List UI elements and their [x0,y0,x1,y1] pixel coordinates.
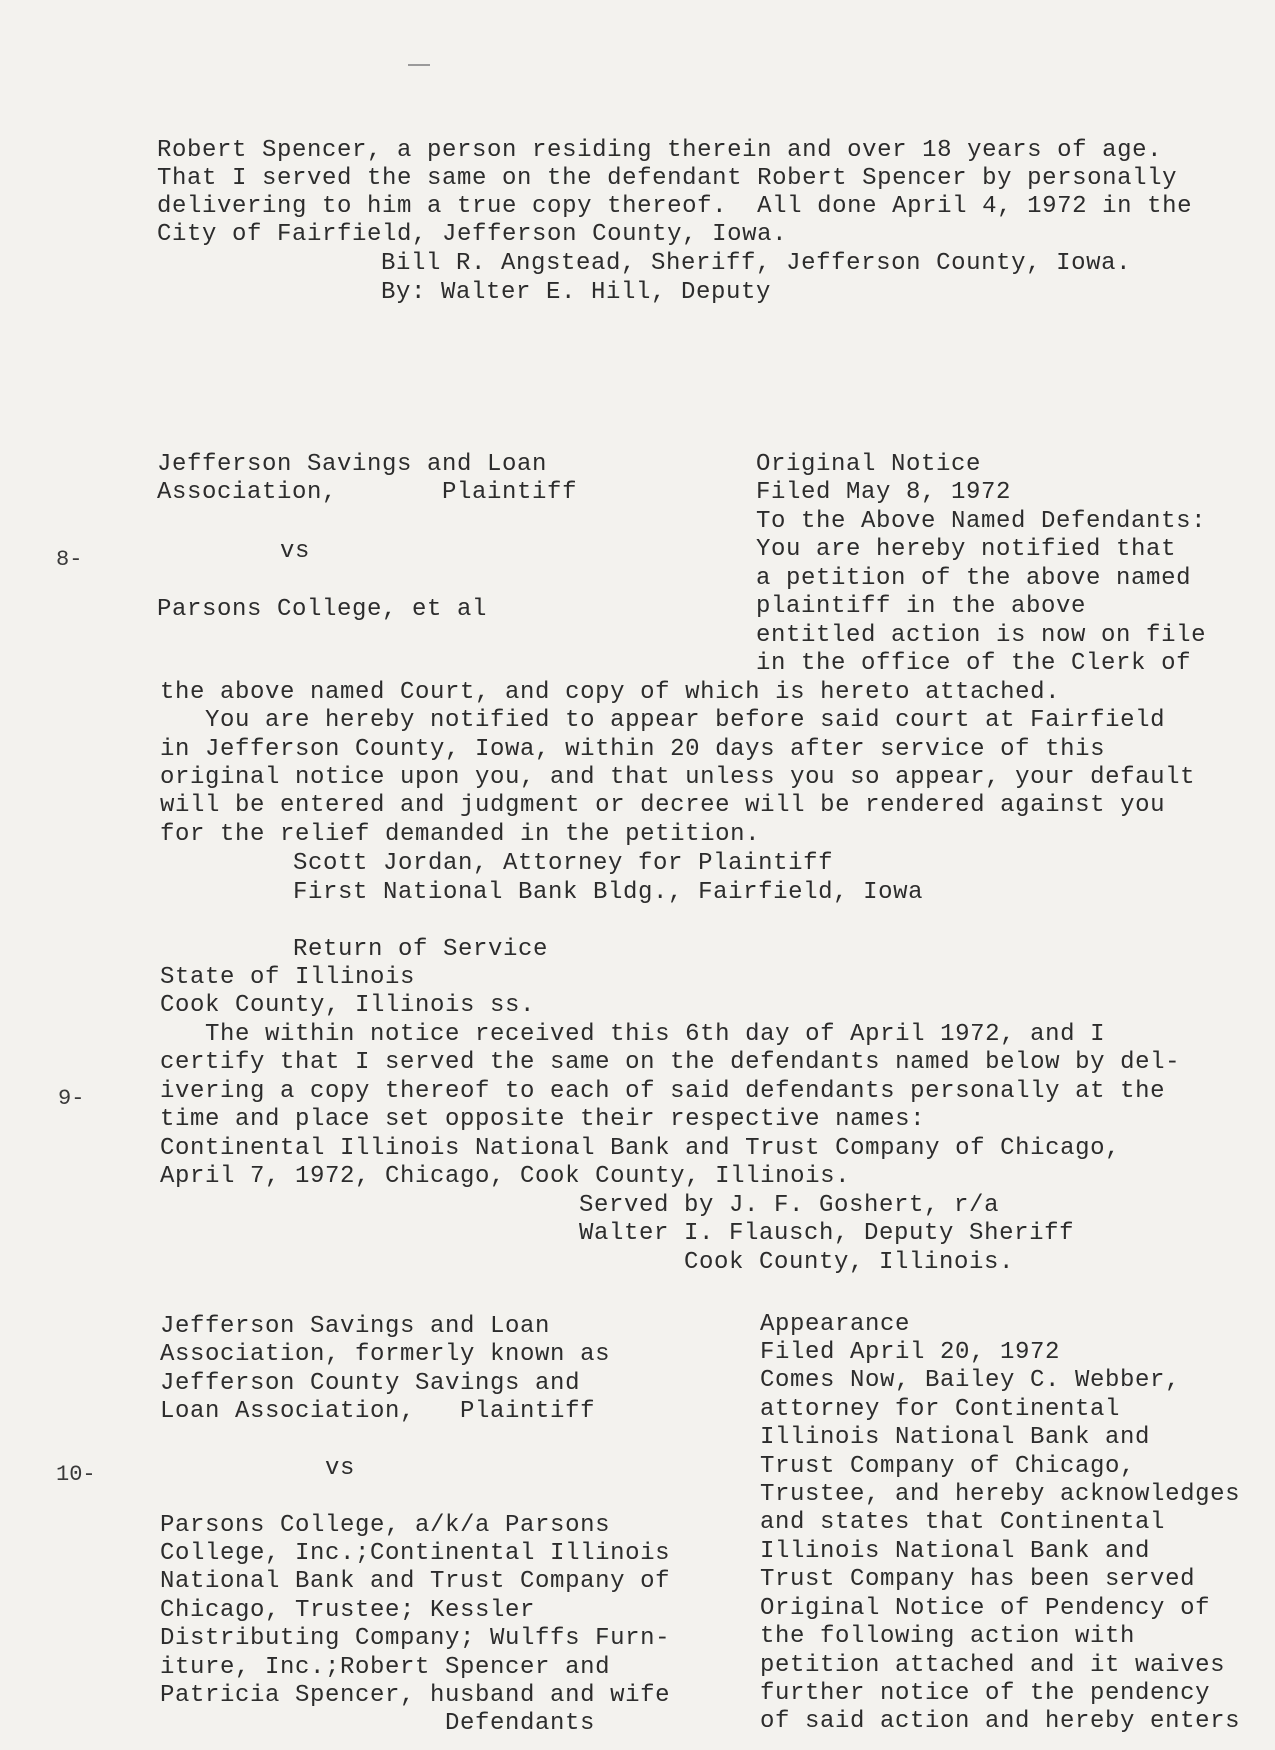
entry8-notice: in the office of the Clerk of [756,650,1192,677]
entry10-appearance: further notice of the pendency [760,1680,1211,1707]
entry10-plaintiff: Loan Association, Plaintiff [160,1398,596,1425]
top-line: delivering to him a true copy thereof. All done April 4, 1972 in the [157,193,1193,220]
entry10-defendant: National Bank and Trust Company of [160,1568,671,1595]
entry9-served-by: Served by J. F. Goshert, r/a [579,1192,1000,1219]
entry10-appearance: Trust Company of Chicago, [760,1453,1136,1480]
entry10-defendant: Chicago, Trustee; Kessler [160,1597,536,1624]
entry10-appearance: Original Notice of Pendency of [760,1595,1211,1622]
entry8-body: original notice upon you, and that unless you so appear, your default [160,764,1196,791]
entry8-notice: plaintiff in the above [756,593,1087,620]
entry9-line: ivering a copy thereof to each of said defendants personally at the [160,1078,1166,1105]
top-line: That I served the same on the defendant Robert Spencer by personally [157,165,1178,192]
entry8-defendant: Parsons College, et al [157,596,488,623]
entry10-defendant: College, Inc.;Continental Illinois [160,1540,671,1567]
entry10-appearance: Comes Now, Bailey C. Webber, [760,1367,1181,1394]
entry9-line: certify that I served the same on the defendants named below by del- [160,1049,1181,1076]
entry10-appearance: the following action with [760,1623,1136,1650]
entry9-heading: Return of Service [293,936,549,963]
entry10-defendant: Distributing Company; Wulffs Furn- [160,1625,671,1652]
entry8-body: for the relief demanded in the petition. [160,821,761,848]
entry10-vs: vs [325,1455,356,1482]
sheriff-signature: Bill R. Angstead, Sheriff, Jefferson County, Iowa. [381,250,1132,277]
entry9-county: Cook County, Illinois. [684,1249,1015,1276]
entry8-plaintiff: Jefferson Savings and Loan [157,451,548,478]
entry8-notice: To the Above Named Defendants: [756,508,1207,535]
entry8-notice: Filed May 8, 1972 [756,479,1012,506]
entry10-appearance: Illinois National Bank and [760,1424,1151,1451]
entry9-line: Continental Illinois National Bank and Trust Company of Chicago, [160,1135,1121,1162]
entry8-body: the above named Court, and copy of which is hereto attached. [160,679,1061,706]
entry10-appearance: Illinois National Bank and [760,1538,1151,1565]
entry9-line: State of Illinois [160,964,416,991]
deputy-signature: By: Walter E. Hill, Deputy [381,279,772,306]
entry9-line: The within notice received this 6th day of April 1972, and I [160,1021,1106,1048]
entry9-line: Cook County, Illinois ss. [160,992,536,1019]
entry10-appearance: attorney for Continental [760,1396,1121,1423]
entry8-notice: You are hereby notified that [756,536,1177,563]
top-line: Robert Spencer, a person residing therein and over 18 years of age. [157,137,1163,164]
entry10-defendant: Parsons College, a/k/a Parsons [160,1512,611,1539]
entry8-body: will be entered and judgment or decree will be rendered against you [160,792,1166,819]
entry10-appearance: petition attached and it waives [760,1652,1226,1679]
entry10-defendant: iture, Inc.;Robert Spencer and [160,1654,611,1681]
entry10-appearance: Trust Company has been served [760,1566,1196,1593]
entry10-appearance: Trustee, and hereby acknowledges [760,1481,1241,1508]
entry8-body: You are hereby notified to appear before said court at Fairfield [160,707,1166,734]
entry8-vs: vs [280,538,311,565]
entry8-attorney: Scott Jordan, Attorney for Plaintiff [293,850,834,877]
entry8-notice: a petition of the above named [756,565,1192,592]
entry8-notice: entitled action is now on file [756,622,1207,649]
scan-mark [408,64,430,66]
entry10-plaintiff: Jefferson Savings and Loan [160,1313,551,1340]
entry10-appearance: Appearance [760,1311,911,1338]
entry10-plaintiff: Association, formerly known as [160,1341,611,1368]
entry8-plaintiff: Association, Plaintiff [157,479,578,506]
entry9-line: April 7, 1972, Chicago, Cook County, Illinois. [160,1163,851,1190]
entry10-plaintiff: Jefferson County Savings and [160,1370,581,1397]
entry9-deputy: Walter I. Flausch, Deputy Sheriff [579,1220,1075,1247]
entry8-attorney-address: First National Bank Bldg., Fairfield, Iowa [293,879,924,906]
entry10-appearance: Filed April 20, 1972 [760,1339,1061,1366]
entry8-body: in Jefferson County, Iowa, within 20 days after service of this [160,736,1106,763]
entry10-defendant: Patricia Spencer, husband and wife [160,1682,671,1709]
entry-number-8: 8- [56,547,83,572]
entry10-appearance: and states that Continental [760,1509,1166,1536]
entry-number-9: 9- [58,1086,85,1111]
top-line: City of Fairfield, Jefferson County, Iowa. [157,221,788,248]
entry10-appearance: of said action and hereby enters [760,1708,1241,1735]
entry9-line: time and place set opposite their respective names: [160,1106,926,1133]
entry-number-10: 10- [56,1462,96,1487]
entry8-notice: Original Notice [756,451,982,478]
entry10-defendants-label: Defendants [445,1710,596,1737]
